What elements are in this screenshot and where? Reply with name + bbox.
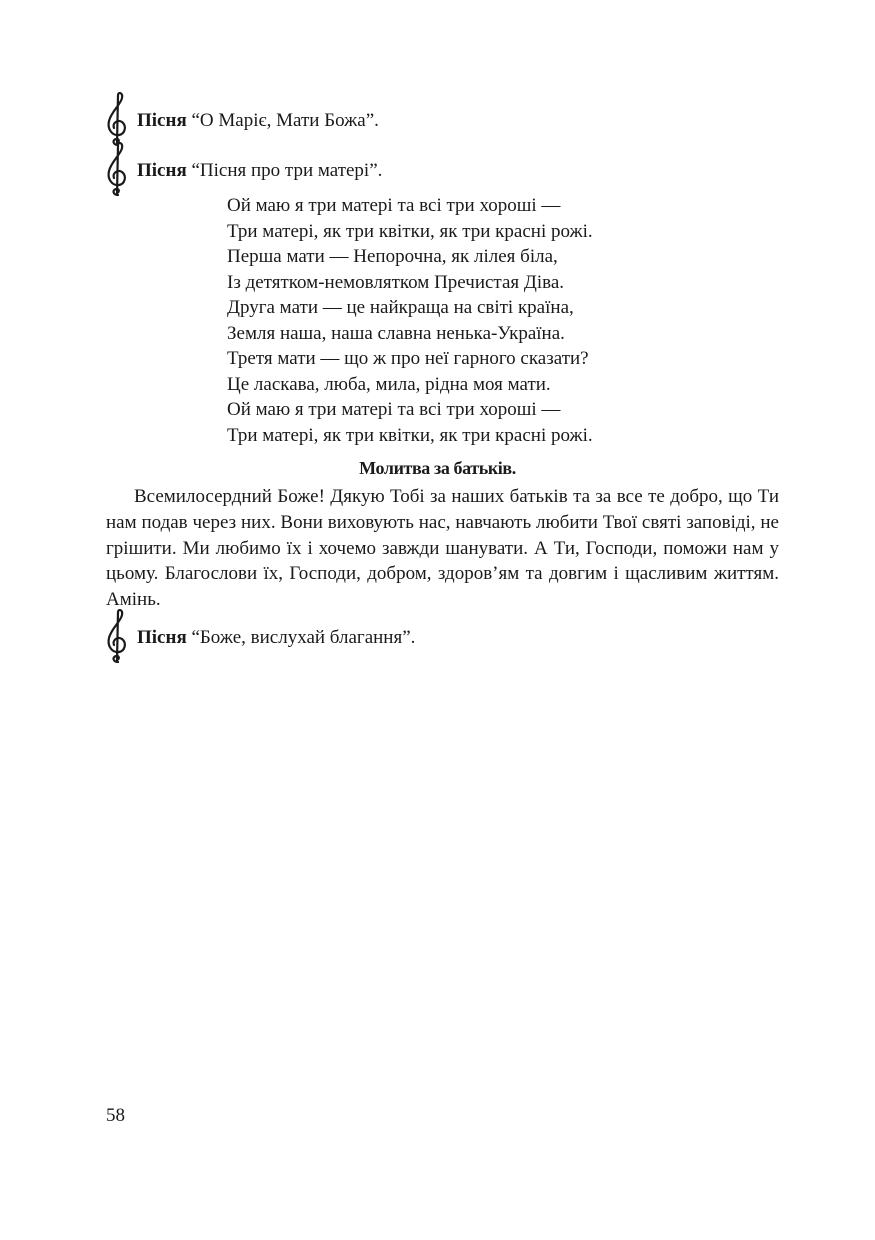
song-title-line	[137, 110, 379, 132]
song-title-line	[137, 627, 415, 649]
song-label: Пісня	[137, 627, 187, 648]
song-label: Пісня	[137, 160, 187, 181]
song-entry-2	[104, 142, 704, 198]
verse-line: Ой маю я три матері та всі три хороші —	[227, 195, 561, 216]
song-title: “О Маріє, Мати Божа”.	[191, 110, 379, 131]
song-entry-3	[104, 609, 704, 665]
verse-line: Перша мати — Непорочна, як лілея біла,	[227, 246, 558, 267]
verse-line: Друга мати — це найкраща на світі країна,	[227, 297, 574, 318]
song-title: “Боже, вислухай благання”.	[191, 627, 416, 648]
verse-line: Ой маю я три матері та всі три хороші —	[227, 399, 561, 420]
song-title-line	[137, 160, 382, 182]
page-number: 58	[106, 1105, 125, 1126]
verse-line: Третя мати — що ж про неї гарного сказати?	[227, 348, 589, 369]
song-entry-1	[104, 92, 704, 148]
song-title: “Пісня про три матері”.	[191, 160, 383, 181]
verse-line: Три матері, як три квітки, як три красні рожі.	[227, 220, 593, 242]
prayer-title: Молитва за батьків.	[359, 458, 516, 478]
verse-line: Із детятком-немовлятком Пречистая Діва.	[227, 271, 565, 293]
verse-line: Три матері, як три квітки, як три красні рожі.	[227, 424, 593, 446]
treble-clef-icon	[104, 142, 130, 198]
treble-clef-icon	[104, 609, 130, 665]
song-label: Пісня	[137, 110, 187, 131]
treble-clef-icon	[104, 92, 130, 148]
verse-line: Це ласкава, люба, мила, рідна моя мати.	[227, 373, 551, 395]
song-verse	[227, 193, 593, 448]
prayer-text: Всемилосердний Боже! Дякую Тобі за наших батьків та за все те добро, що Ти нам подав через них. Вони виховують нас, навчають любити Твої святі заповіді, не грішити. Ми любимо їх і хочемо завжди шанувати. А Ти, Господи, поможи нам у цьому. Благослови їх, Господи, добром, здоров’ям та довгим і щасливим життям. Амінь.	[106, 486, 779, 611]
verse-line: Земля наша, наша славна ненька-Україна.	[227, 322, 565, 344]
